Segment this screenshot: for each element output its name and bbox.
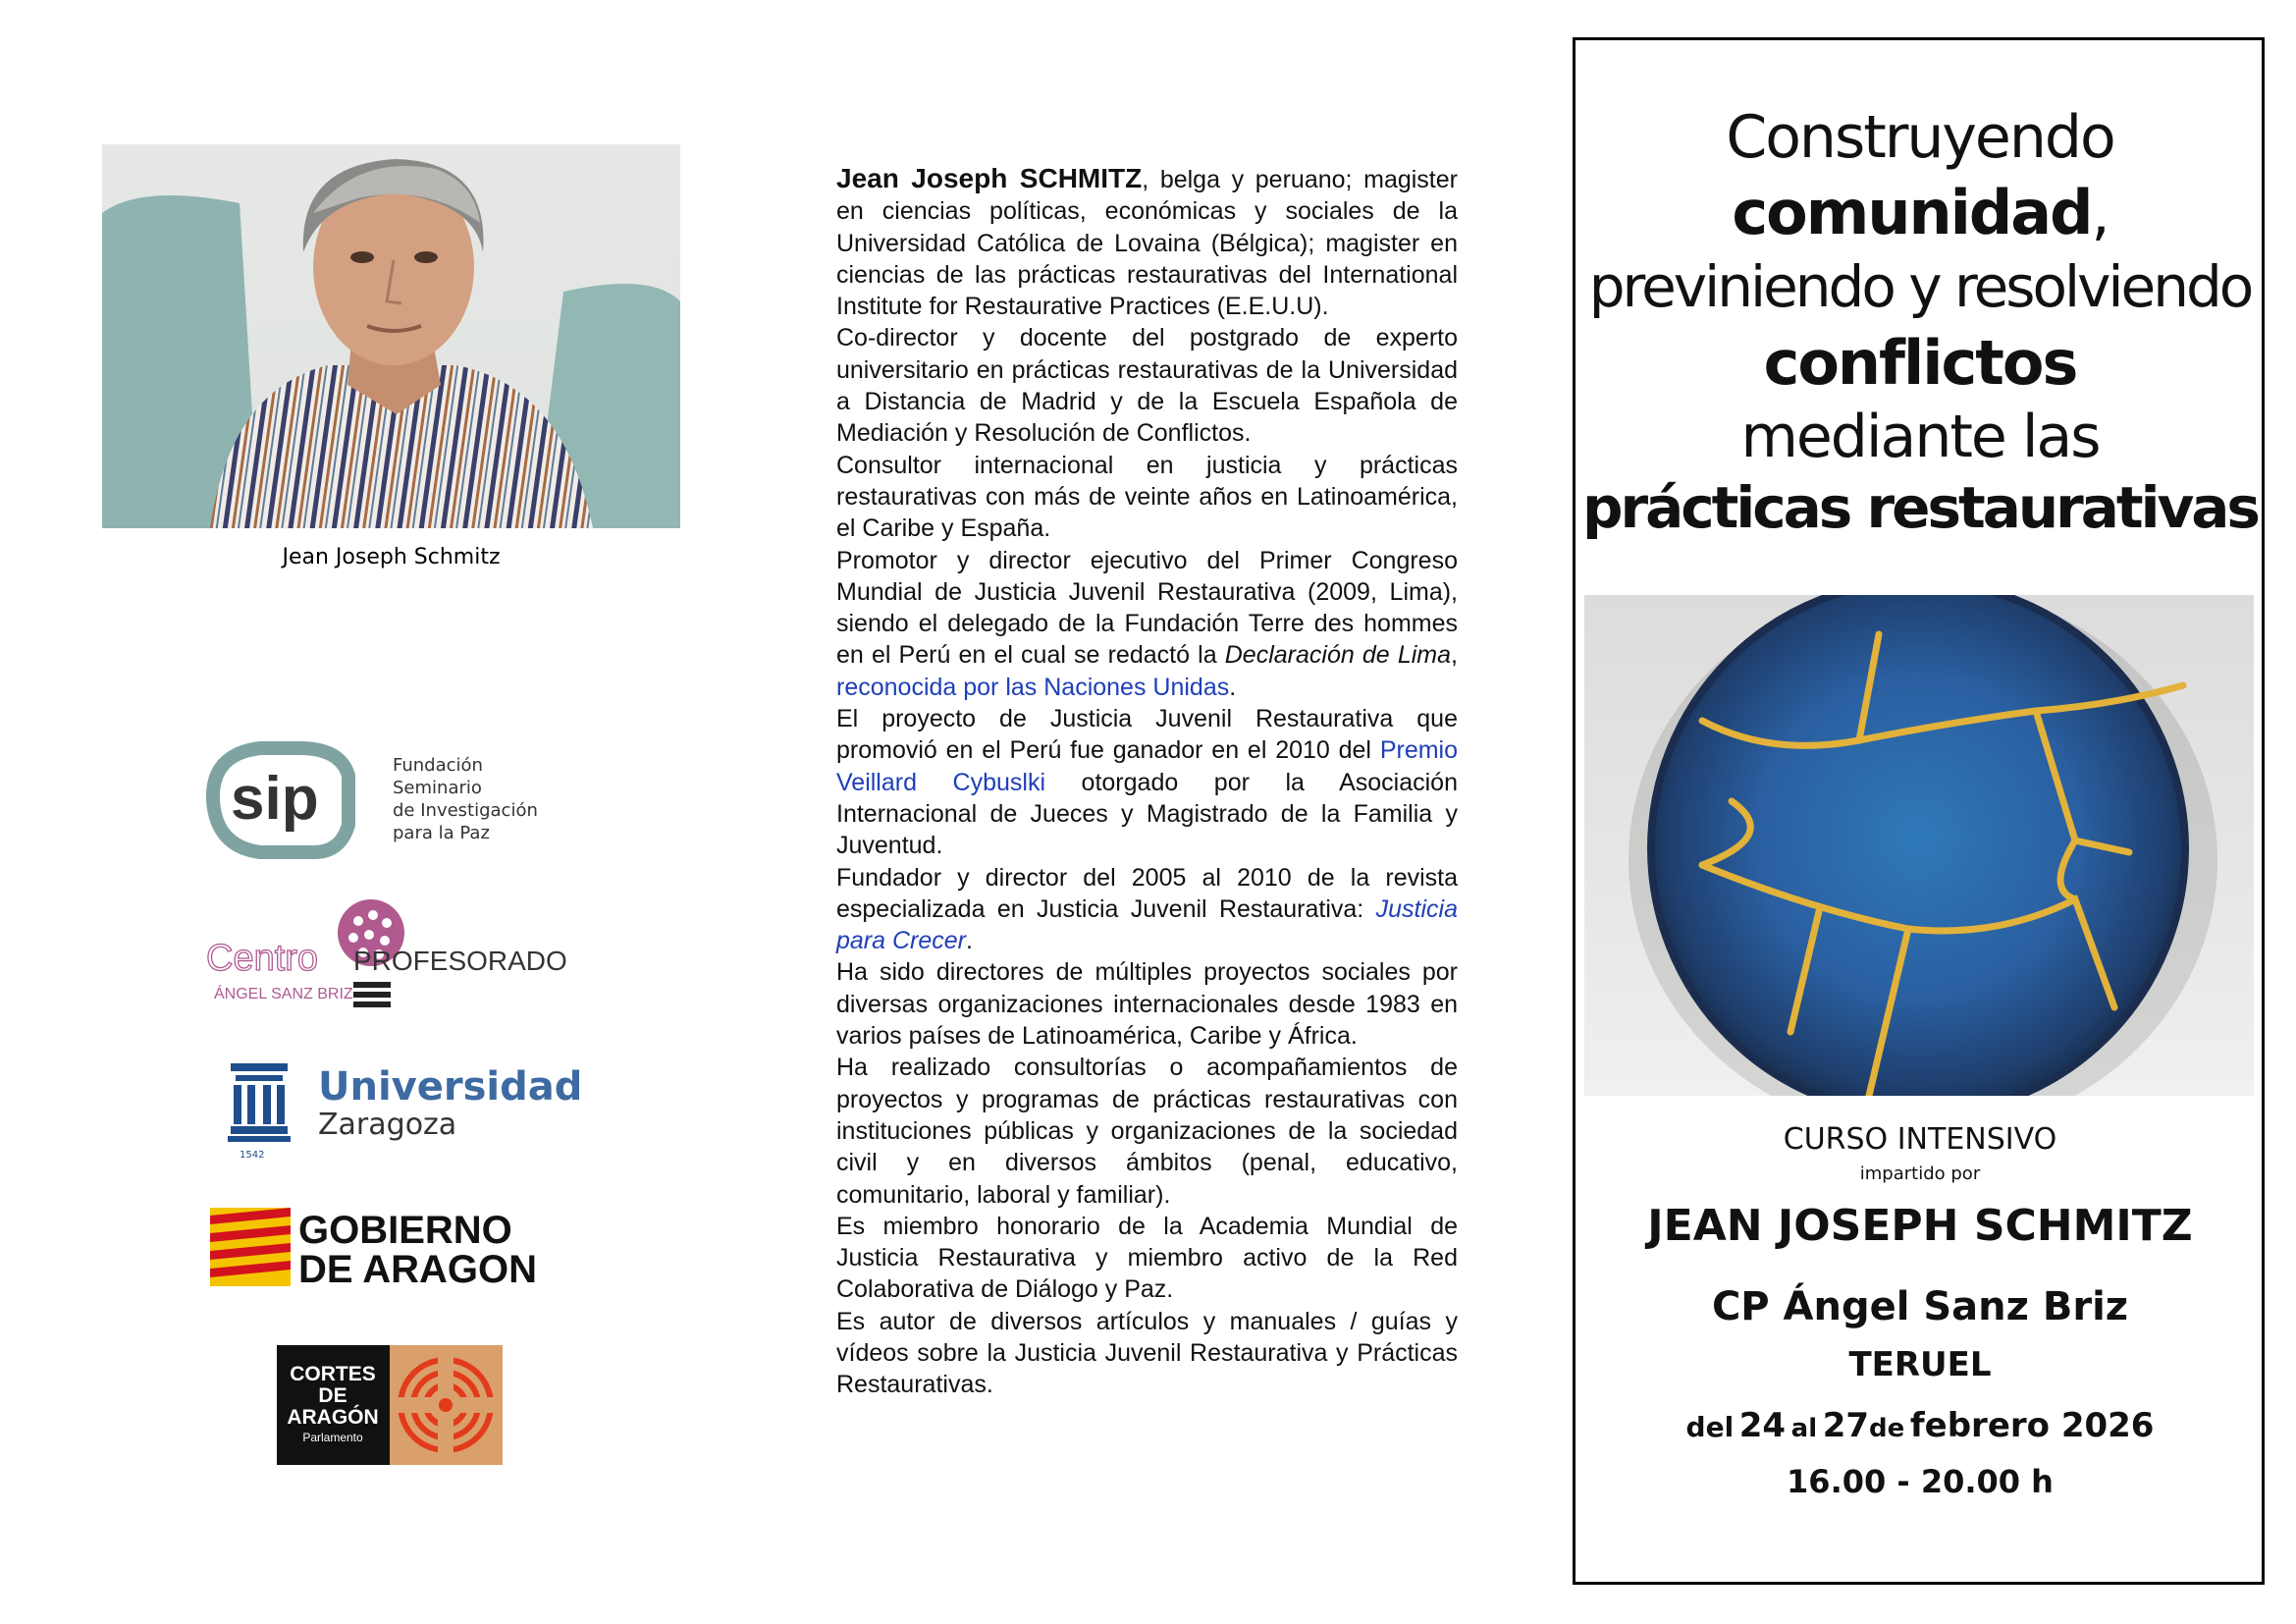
bio-paragraph: Promotor y director ejecutivo del Primer Congreso Mundial de Justicia Juvenil Restaurativa (2009, Lima), siendo el delegado de la Fundación Terre des hommes en el Perú en el cual se redactó la Declaración de Lima, reconocida por las Naciones Unidas. bbox=[836, 546, 1458, 701]
bio-name: Jean Joseph SCHMITZ bbox=[836, 163, 1143, 193]
svg-text:CORTES: CORTES bbox=[290, 1363, 376, 1385]
universidad-zaragoza-logo bbox=[226, 1056, 599, 1164]
svg-text:Parlamento: Parlamento bbox=[302, 1431, 363, 1444]
title-line-5: mediante las bbox=[1740, 403, 2100, 471]
bio-paragraph: Jean Joseph SCHMITZ, belga y peruano; magister en ciencias políticas, económicas y sociales de la Universidad Católica de Lovaina (Bélgica); magister en ciencias de las prácticas restaurativas del International Institute for Restaurative Practices (E.E.U.U). bbox=[836, 163, 1458, 321]
title-line-2: comunidad, bbox=[1732, 177, 2109, 248]
svg-text:de Investigación: de Investigación bbox=[393, 800, 538, 821]
svg-text:para la Paz: para la Paz bbox=[393, 823, 490, 843]
title-line-1: Construyendo bbox=[1726, 103, 2114, 172]
svg-text:DE: DE bbox=[318, 1384, 347, 1407]
bio-paragraph: Es autor de diversos artículos y manuales / guías y vídeos sobre la Justicia Juvenil Restaurativa y Prácticas Restaurativas. bbox=[836, 1307, 1458, 1399]
course-type: CURSO INTENSIVO bbox=[1783, 1122, 2057, 1157]
premio-link[interactable]: Premio Veillard Cybuslki bbox=[836, 736, 1458, 796]
photo-caption: Jean Joseph Schmitz bbox=[282, 545, 501, 569]
bio-paragraph: Consultor internacional en justicia y prácticas restaurativas con más de veinte años en Latinoamérica, el Caribe y España. bbox=[836, 451, 1458, 543]
bio-paragraph: Co-director y docente del postgrado de experto universitario en prácticas restaurativas de la Universidad a Distancia de Madrid y de la Escuela Española de Mediación y Resolución de Conflictos. bbox=[836, 324, 1458, 448]
svg-text:ARAGÓN: ARAGÓN bbox=[287, 1406, 379, 1429]
gobierno-aragon-logo bbox=[210, 1208, 583, 1286]
given-by-label: impartido por bbox=[1859, 1164, 1981, 1184]
centro-profesorado-logo bbox=[206, 893, 599, 1021]
svg-text:Zaragoza: Zaragoza bbox=[318, 1108, 457, 1142]
naciones-unidas-link[interactable]: reconocida por las Naciones Unidas bbox=[836, 673, 1230, 701]
speaker-photo bbox=[102, 144, 680, 528]
title-line-6: prácticas restaurativas bbox=[1582, 474, 2258, 541]
venue-name: CP Ángel Sanz Briz bbox=[1711, 1284, 2129, 1329]
bio-paragraph: Fundador y director del 2005 al 2010 de la revista especializada en Justicia Juvenil Restaurativa: Justicia para Crecer. bbox=[836, 863, 1458, 955]
kintsugi-bowl-image bbox=[1584, 595, 2254, 1096]
svg-text:1542: 1542 bbox=[240, 1150, 265, 1161]
svg-text:Fundación: Fundación bbox=[393, 755, 483, 776]
svg-text:Universidad: Universidad bbox=[318, 1064, 583, 1110]
course-hours: 16.00 - 20.00 h bbox=[1787, 1463, 2054, 1500]
cortes-aragon-logo bbox=[277, 1345, 581, 1465]
sip-acronym: sip bbox=[231, 765, 319, 833]
svg-text:ÁNGEL SANZ BRIZ: ÁNGEL SANZ BRIZ bbox=[214, 986, 353, 1002]
svg-text:GOBIERNO: GOBIERNO bbox=[298, 1209, 512, 1252]
svg-text:Centro: Centro bbox=[206, 938, 319, 979]
speaker-name: JEAN JOSEPH SCHMITZ bbox=[1647, 1201, 2193, 1251]
svg-text:DE ARAGON: DE ARAGON bbox=[298, 1248, 537, 1286]
city-name: TERUEL bbox=[1848, 1345, 1992, 1384]
title-line-4: conflictos bbox=[1763, 327, 2077, 399]
bio-paragraph: Ha sido directores de múltiples proyectos sociales por diversas organizaciones internacionales desde 1983 en varios países de Latinoamérica, Caribe y África. bbox=[836, 958, 1458, 1051]
title-line-3: previniendo y resolviendo bbox=[1588, 253, 2252, 320]
svg-text:Seminario: Seminario bbox=[393, 778, 482, 798]
sip-foundation-logo bbox=[201, 736, 574, 864]
bio-paragraph: Es miembro honorario de la Academia Mundial de Justicia Restaurativa y miembro activo de la Red Colaborativa de Diálogo y Paz. bbox=[836, 1212, 1458, 1304]
biography-text bbox=[836, 163, 1458, 1401]
speaker-portrait-illustration bbox=[102, 144, 680, 528]
svg-text:PROFESORADO: PROFESORADO bbox=[353, 946, 567, 976]
declaracion-lima-title: Declaración de Lima bbox=[1224, 641, 1452, 670]
bio-paragraph: El proyecto de Justicia Juvenil Restaurativa que promovió en el Perú fue ganador en el 2010 del Premio Veillard Cybuslki otorgado por la Asociación Internacional de Jueces y Magistrado de la Familia y Juventud. bbox=[836, 705, 1458, 860]
course-dates: del 24 al 27de febrero 2026 bbox=[1685, 1406, 2155, 1445]
justicia-para-crecer-link[interactable]: Justicia para Crecer bbox=[836, 894, 1458, 955]
bio-paragraph: Ha realizado consultorías o acompañamientos de proyectos y programas de prácticas restaurativas con instituciones públicas y organizaciones de la sociedad civil y en diversos ámbitos (penal, educativo, comunitario, laboral y familiar). bbox=[836, 1054, 1458, 1209]
